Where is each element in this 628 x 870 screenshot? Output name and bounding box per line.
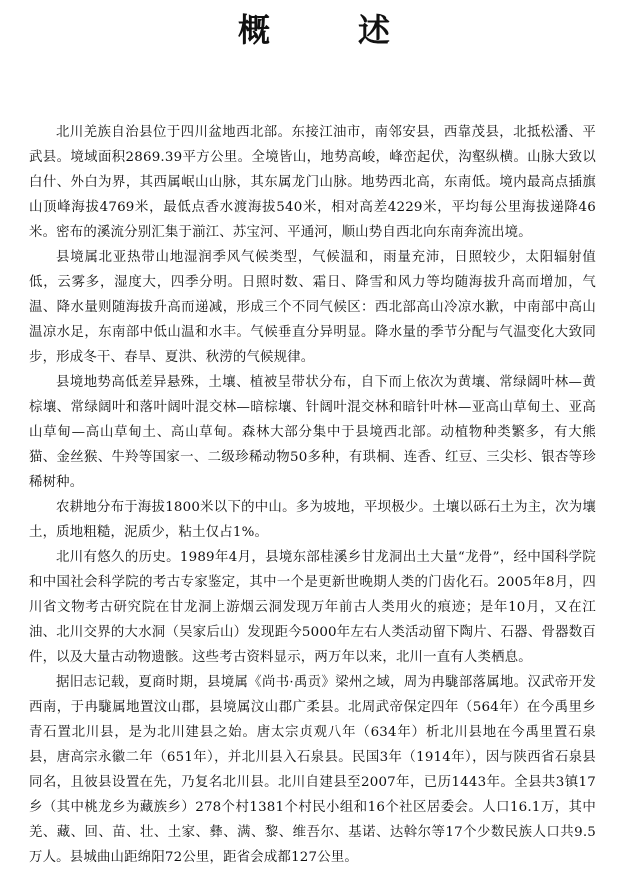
- paragraph-vegetation: 县境地势高低差异悬殊，土壤、植被呈带状分布，自下而上依次为黄壤、常绿阔叶林—黄棕壤、常绿阔叶和落叶阔叶混交林—暗棕壤、针阔叶混交林和暗针叶林—亚高山草甸土、亚高山草甸—高山草甸土、高山草甸。森林大部分集中于县境西北部。动植物种类繁多，有大熊猫、金丝猴、牛羚等国家一、二级珍稀动物50多种，有珙桐、连香、红豆、三尖杉、银杏等珍稀树种。: [29, 375, 596, 490]
- paragraph-farmland: 农耕地分布于海拔1800米以下的中山。多为坡地，平坝极少。土壤以砾石土为主，次为壤土，质地粗糙，泥质少，粘土仅占1%。: [29, 500, 596, 540]
- body-text: [29, 120, 596, 870]
- page-title: 概 述: [237, 11, 418, 49]
- paragraph-history: 据旧志记载，夏商时期，县境属《尚书·禹贡》梁州之域，周为冉駹部落属地。汉武帝开发西南，于冉駹属地置汶山郡，县境属汶山郡广柔县。北周武帝保定四年（564年）在今禹里乡青石置北川县，是为北川建县之始。唐太宗贞观八年（634年）析北川县地在今禹里置石泉县，唐高宗永徽二年（651年），并北川县入石泉县。民国3年（1914年），因与陕西省石泉县同名，且彼县设置在先，乃复名北川县。北川自建县至2007年，已历1443年。全县共3镇17乡（其中桃龙乡为藏族乡）278个村1381个村民小组和16个社区居委会。人口16.1万，其中羌、藏、回、苗、壮、土家、彝、满、黎、维吾尔、基诺、达斡尔等17个少数民族人口共9.5万人。县城曲山距绵阳72公里，距省会成都127公里。: [29, 675, 596, 865]
- paragraph-climate: 县境属北亚热带山地湿润季风气候类型，气候温和，雨量充沛，日照较少，太阳辐射值低，云雾多，湿度大，四季分明。日照时数、霜日、降雪和风力等均随海拔升高而增加，气温、降水量则随海拔升高而递减，形成三个不同气候区：西北部高山冷凉水歉，中南部中高山温凉水足，东南部中低山温和水丰。气候垂直分异明显。降水量的季节分配与气温变化大致同步，形成冬干、春旱、夏洪、秋涝的气候规律。: [29, 250, 596, 365]
- paragraph-archaeology: 北川有悠久的历史。1989年4月，县境东部桂溪乡甘龙洞出土大量“龙骨”，经中国科学院和中国社会科学院的考古专家鉴定，其中一个是更新世晚期人类的门齿化石。2005年8月，四川省文物考古研究院在甘龙洞上游烟云洞发现万年前古人类用火的痕迹；是年10月，又在江油、北川交界的大水洞（吴家后山）发现距今5000年左右人类活动留下陶片、石器、骨器数百件，以及大量古动物遗骸。这些考古资料显示，两万年以来，北川一直有人类栖息。: [29, 550, 596, 665]
- paragraph-geography: 北川羌族自治县位于四川盆地西北部。东接江油市，南邻安县，西靠茂县，北抵松潘、平武县。境域面积2869.39平方公里。全境皆山，地势高峻，峰峦起伏，沟壑纵横。山脉大致以白什、外白为界，其西属岷山山脉，其东属龙门山脉。地势西北高，东南低。境内最高点插旗山顶峰海拔4769米，最低点香水渡海拔540米，相对高差4229米，平均每公里海拔递降46米。密布的溪流分别汇集于湔江、苏宝河、平通河，顺山势自西北向东南奔流出境。: [29, 125, 596, 240]
